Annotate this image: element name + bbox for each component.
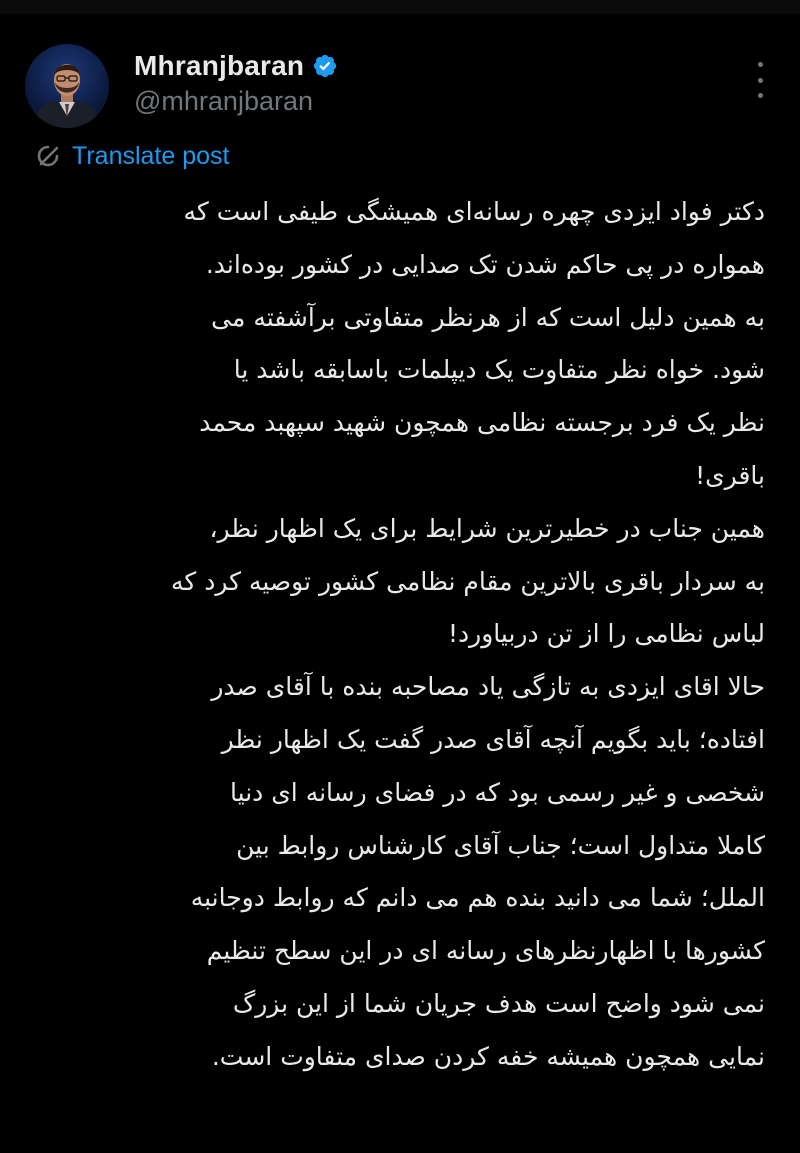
post-text-line: دکتر فواد ایزدی چهره رسانه‌ای همیشگی طیفی است که: [183, 197, 765, 226]
author-handle[interactable]: @mhranjbaran: [134, 86, 313, 116]
more-options-icon[interactable]: [750, 62, 770, 98]
avatar[interactable]: [25, 44, 109, 128]
translate-icon: [34, 142, 62, 170]
display-name[interactable]: Mhranjbaran: [134, 50, 305, 81]
post-text-line: همین جناب در خطیرترین شرایط برای یک اظهار نظر،: [209, 513, 765, 543]
verified-badge-icon: [312, 53, 338, 79]
user-avatar-photo-icon: [25, 44, 109, 128]
post-text-line: لباس نظامی را از تن دربیاورد!: [448, 619, 765, 649]
post-text-line: به سردار باقری بالاترین مقام نظامی کشور توصیه کرد که: [170, 566, 765, 596]
post-text-line: کشورها با اظهارنظرهای رسانه ای در این سطح تنظیم: [206, 936, 765, 966]
post-text-line: نظر یک فرد برجسته نظامی همچون شهید سپهبد محمد: [199, 408, 765, 438]
post-text-line: حالا اقای ایزدی به تازگی یاد مصاحبه بنده با آقای صدر: [211, 672, 765, 702]
post-text-line: نمی شود واضح است هدف جریان شما از این بزرگ: [232, 988, 765, 1018]
post-text-line: باقری!: [695, 460, 765, 490]
status-bar-strip: [0, 0, 800, 14]
post-card: [0, 14, 800, 1153]
post-text-line: نمایی همچون همیشه خفه کردن صدای متفاوت است.: [211, 1041, 765, 1071]
post-text-line: افتاده؛ باید بگویم آنچه آقای صدر گفت یک اظهار نظر: [221, 724, 765, 754]
post-text: [25, 186, 765, 1084]
post-text-line: شخصی و غیر رسمی بود که در فضای رسانه ای دنیا: [230, 777, 765, 807]
post-text-line: شود. خواه نظر متفاوت یک دیپلمات باسابقه باشد یا: [233, 355, 765, 385]
post-text-line: الملل؛ شما می دانید بنده هم می دانم که روابط دوجانبه: [190, 883, 765, 913]
translate-post-label: Translate post: [72, 141, 230, 170]
post-text-line: کاملا متداول است؛ جناب آقای کارشناس روابط بین: [236, 830, 765, 860]
post-text-line: همواره در پی حاکم شدن تک صدایی در کشور بوده‌اند.: [205, 249, 765, 279]
translate-post-link[interactable]: [34, 140, 229, 172]
author-name-row: [134, 46, 338, 86]
post-text-line: به همین دلیل است که از هرنظر متفاوتی برآشفته می: [211, 302, 765, 332]
